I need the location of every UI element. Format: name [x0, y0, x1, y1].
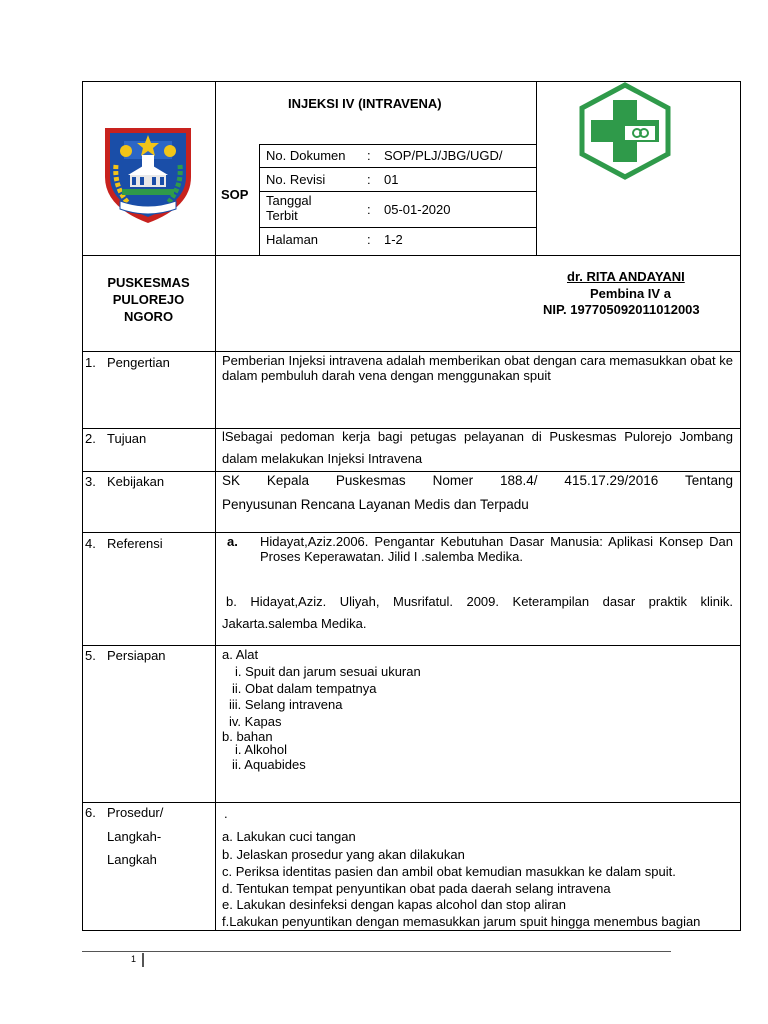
org-name-line-3: NGORO	[123, 309, 174, 324]
row-divider	[259, 227, 536, 228]
section-number: 5.	[85, 648, 96, 663]
persiapan-item: iii. Selang intravena	[229, 697, 343, 712]
prosedur-step: d. Tentukan tempat penyuntikan obat pada daerah selang intravena	[222, 881, 611, 896]
section-label-persiapan: Persiapan	[107, 648, 166, 663]
section-label-kebijakan: Kebijakan	[107, 474, 165, 489]
sop-label: SOP	[221, 187, 249, 202]
persiapan-item: ii. Obat dalam tempatnya	[232, 681, 377, 696]
prosedur-step: f.Lakukan penyuntikan dengan memasukkan jarum spuit hingga menembus bagian	[222, 914, 701, 929]
section-divider	[82, 255, 741, 256]
footer-page-number: 1	[131, 954, 137, 964]
tujuan-text-line-2: dalam melakukan Injeksi Intravena	[222, 451, 423, 466]
sop-divider	[259, 144, 260, 255]
pengertian-text: Pemberian Injeksi intravena adalah memberikan obat dengan cara memasukkan obat ke dalam pembuluh darah vena dengan menggunakan spuit	[222, 353, 733, 383]
section-number: 3.	[85, 474, 96, 489]
doc-number-value: SOP/PLJ/JBG/UGD/	[384, 148, 503, 163]
section-divider	[82, 645, 741, 646]
footer-rule	[82, 951, 671, 952]
section-divider	[82, 351, 741, 352]
org-name-line-2: PULOREJO	[112, 292, 185, 307]
prosedur-dot: .	[224, 806, 228, 821]
persiapan-item: b. bahan	[222, 729, 273, 744]
issue-date-value: 05-01-2020	[384, 202, 451, 217]
signer-nip: NIP. 197705092011012003	[543, 302, 700, 317]
section-number: 2.	[85, 431, 96, 446]
kebijakan-text-line-2: Penyusunan Rencana Layanan Medis dan Terpadu	[222, 497, 529, 512]
section-divider	[82, 471, 741, 472]
revision-label: No. Revisi	[266, 172, 326, 187]
prosedur-step: a. Lakukan cuci tangan	[222, 829, 356, 844]
signer-name: dr. RITA ANDAYANI	[567, 269, 685, 284]
section-number: 1.	[85, 355, 96, 370]
tujuan-text-line-1: lSebagai pedoman kerja bagi petugas pelayanan di Puskesmas Pulorejo Jombang	[222, 429, 733, 444]
section-number: 6.	[85, 805, 96, 820]
title-divider	[259, 144, 536, 145]
colon: :	[367, 172, 371, 187]
referensi-b-line-1: b. Hidayat,Aziz. Uliyah, Musrifatul. 2009. Keterampilan dasar praktik klinik.	[226, 594, 733, 609]
puskesmas-logo-icon	[577, 82, 673, 180]
page-label: Halaman	[266, 232, 319, 247]
kebijakan-text-line-1: SK Kepala Puskesmas Nomer 188.4/ 415.17.29/2016 Tentang	[222, 473, 733, 488]
section-label-prosedur-2: Langkah-	[107, 829, 162, 844]
issue-date-label-2: Terbit	[266, 208, 298, 223]
colon: :	[367, 202, 371, 217]
persiapan-item: ii. Aquabides	[232, 757, 306, 772]
persiapan-item: i. Spuit dan jarum sesuai ukuran	[235, 664, 421, 679]
signer-rank: Pembina IV a	[590, 286, 671, 301]
right-header-divider	[536, 81, 537, 255]
row-divider	[259, 167, 536, 168]
section-label-tujuan: Tujuan	[107, 431, 147, 446]
section-divider	[82, 802, 741, 803]
referensi-b-line-2: Jakarta.salemba Medika.	[222, 616, 367, 631]
doc-number-label: No. Dokumen	[266, 148, 346, 163]
colon: :	[367, 148, 371, 163]
prosedur-step: e. Lakukan desinfeksi dengan kapas alcohol dan stop aliran	[222, 897, 567, 912]
revision-value: 01	[384, 172, 399, 187]
section-divider	[82, 532, 741, 533]
referensi-a-marker: a.	[227, 534, 238, 549]
footer-marker	[142, 953, 144, 967]
colon: :	[367, 232, 371, 247]
persiapan-item: a. Alat	[222, 647, 259, 662]
label-column-divider	[215, 81, 216, 931]
page-value: 1-2	[384, 232, 403, 247]
referensi-a-text: Hidayat,Aziz.2006. Pengantar Kebutuhan Dasar Manusia: Aplikasi Konsep Dan Proses Keperawatan. Jilid I .salemba Medika.	[260, 534, 733, 564]
persiapan-item: iv. Kapas	[229, 714, 282, 729]
section-label-referensi: Referensi	[107, 536, 163, 551]
section-label-pengertian: Pengertian	[107, 355, 170, 370]
section-number: 4.	[85, 536, 96, 551]
org-name-line-1: PUSKESMAS	[107, 275, 190, 290]
issue-date-label: Tanggal	[266, 193, 312, 208]
prosedur-step: c. Periksa identitas pasien dan ambil obat kemudian masukkan ke dalam spuit.	[222, 864, 676, 879]
prosedur-step: b. Jelaskan prosedur yang akan dilakukan	[222, 847, 465, 862]
persiapan-item: i. Alkohol	[235, 742, 288, 757]
section-label-prosedur-3: Langkah	[107, 852, 157, 867]
regency-emblem-icon	[102, 125, 194, 225]
document-title: INJEKSI IV (INTRAVENA)	[288, 96, 442, 111]
section-label-prosedur: Prosedur/	[107, 805, 164, 820]
row-divider	[259, 191, 536, 192]
